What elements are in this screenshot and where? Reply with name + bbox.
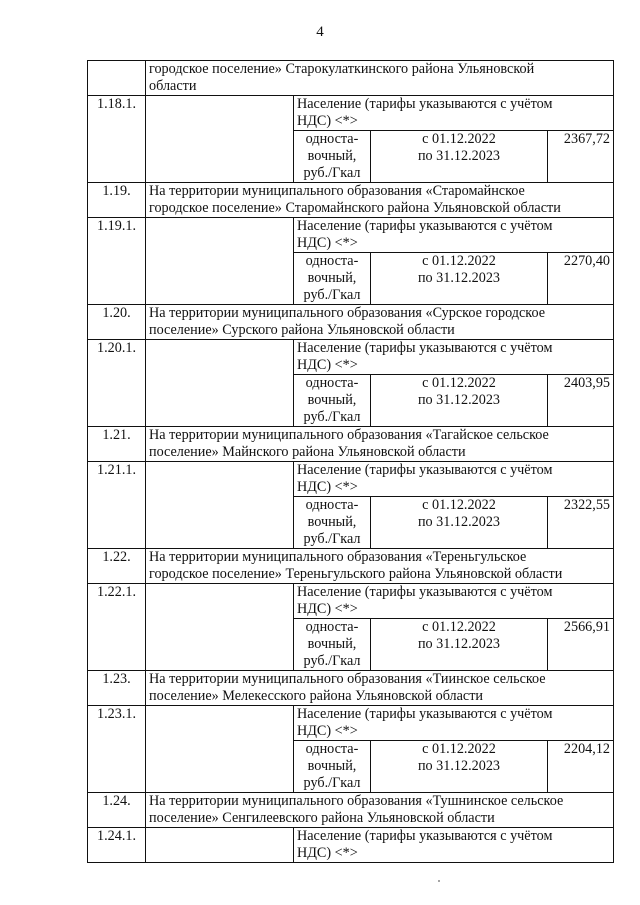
tariff-value: 2204,12: [548, 741, 614, 793]
population-label: [294, 828, 614, 863]
table-row-population: [88, 218, 614, 253]
unit-line: вочный,: [307, 758, 357, 774]
empty-num-cell: [88, 61, 146, 96]
period-line: с 01.12.2022: [422, 253, 496, 269]
area-number: 1.23.: [88, 671, 146, 706]
population-line: НДС) <*>: [297, 601, 358, 617]
sub-number: 1.23.1.: [88, 706, 146, 793]
area-line: поселение» Мелекесского района Ульяновской области: [149, 688, 484, 704]
population-line: НДС) <*>: [297, 357, 358, 373]
area-description: [146, 427, 614, 462]
area-line: городское поселение» Тереньгульского района Ульяновской области: [149, 566, 563, 582]
table-row-area: [88, 183, 614, 218]
area-description: [146, 183, 614, 218]
empty-cell: [146, 706, 294, 793]
tariff-value: 2566,91: [548, 619, 614, 671]
empty-cell: [146, 828, 294, 863]
tariff-value: 2403,95: [548, 375, 614, 427]
unit-line: вочный,: [307, 148, 357, 164]
population-line: Население (тарифы указываются с учётом: [297, 706, 553, 722]
table-row-population: [88, 584, 614, 619]
empty-cell: [146, 96, 294, 183]
population-line: Население (тарифы указываются с учётом: [297, 584, 553, 600]
period-line: с 01.12.2022: [422, 131, 496, 147]
unit-line: вочный,: [307, 270, 357, 286]
unit-line: односта-: [305, 497, 359, 513]
table-row-area: [88, 671, 614, 706]
period-line: с 01.12.2022: [422, 497, 496, 513]
tariff-value: 2367,72: [548, 131, 614, 183]
empty-cell: [146, 218, 294, 305]
unit-cell: [294, 131, 371, 183]
population-line: Население (тарифы указываются с учётом: [297, 218, 553, 234]
unit-line: односта-: [305, 253, 359, 269]
period-line: с 01.12.2022: [422, 375, 496, 391]
population-line: Население (тарифы указываются с учётом: [297, 340, 553, 356]
area-line: городское поселение» Старомайнского района Ульяновской области: [149, 200, 561, 216]
population-label: [294, 706, 614, 741]
sub-number: 1.20.1.: [88, 340, 146, 427]
tariff-table: [87, 60, 614, 863]
unit-cell: [294, 619, 371, 671]
area-line: поселение» Майнского района Ульяновской области: [149, 444, 466, 460]
unit-line: односта-: [305, 375, 359, 391]
population-line: НДС) <*>: [297, 113, 358, 129]
area-line: На территории муниципального образования «Тушнинское сельское: [149, 793, 564, 809]
unit-line: односта-: [305, 619, 359, 635]
population-line: НДС) <*>: [297, 845, 358, 861]
sub-number: 1.24.1.: [88, 828, 146, 863]
population-line: НДС) <*>: [297, 723, 358, 739]
population-label: [294, 96, 614, 131]
page-number: 4: [316, 24, 324, 40]
period-line: с 01.12.2022: [422, 619, 496, 635]
population-line: Население (тарифы указываются с учётом: [297, 96, 553, 112]
tariff-value: 2270,40: [548, 253, 614, 305]
table-row-population: [88, 96, 614, 131]
population-label: [294, 462, 614, 497]
unit-line: односта-: [305, 741, 359, 757]
scan-dot: [438, 880, 440, 882]
unit-cell: [294, 497, 371, 549]
unit-cell: [294, 741, 371, 793]
unit-line: вочный,: [307, 514, 357, 530]
tariff-value: 2322,55: [548, 497, 614, 549]
area-description: [146, 671, 614, 706]
period-cell: [371, 619, 548, 671]
unit-line: руб./Гкал: [303, 165, 361, 181]
area-line: На территории муниципального образования «Тагайское сельское: [149, 427, 549, 443]
unit-line: руб./Гкал: [303, 287, 361, 303]
population-line: НДС) <*>: [297, 479, 358, 495]
table-row-population: [88, 706, 614, 741]
area-number: 1.24.: [88, 793, 146, 828]
table-row-area: [88, 793, 614, 828]
area-description: [146, 305, 614, 340]
area-line: поселение» Сенгилеевского района Ульяновской области: [149, 810, 495, 826]
unit-line: руб./Гкал: [303, 409, 361, 425]
sub-number: 1.18.1.: [88, 96, 146, 183]
sub-number: 1.22.1.: [88, 584, 146, 671]
period-line: по 31.12.2023: [417, 270, 501, 286]
area-description: [146, 793, 614, 828]
sub-number: 1.21.1.: [88, 462, 146, 549]
empty-cell: [146, 340, 294, 427]
period-cell: [371, 375, 548, 427]
table-row-population: [88, 340, 614, 375]
population-label: [294, 218, 614, 253]
area-number: 1.19.: [88, 183, 146, 218]
population-line: НДС) <*>: [297, 235, 358, 251]
population-label: [294, 340, 614, 375]
area-number: 1.21.: [88, 427, 146, 462]
population-line: Население (тарифы указываются с учётом: [297, 828, 553, 844]
unit-line: односта-: [305, 131, 359, 147]
table-row-continuation: [88, 61, 614, 96]
area-line: поселение» Сурского района Ульяновской области: [149, 322, 455, 338]
empty-cell: [146, 584, 294, 671]
sub-number: 1.19.1.: [88, 218, 146, 305]
empty-cell: [146, 462, 294, 549]
period-line: по 31.12.2023: [417, 392, 501, 408]
area-description: [146, 61, 614, 96]
table-row-area: [88, 427, 614, 462]
period-line: по 31.12.2023: [417, 148, 501, 164]
table-row-population: [88, 828, 614, 863]
period-line: с 01.12.2022: [422, 741, 496, 757]
area-number: 1.22.: [88, 549, 146, 584]
period-line: по 31.12.2023: [417, 636, 501, 652]
period-cell: [371, 497, 548, 549]
population-label: [294, 584, 614, 619]
period-cell: [371, 253, 548, 305]
unit-line: руб./Гкал: [303, 531, 361, 547]
table-row-area: [88, 549, 614, 584]
area-line: На территории муниципального образования «Старомайнское: [149, 183, 525, 199]
unit-line: руб./Гкал: [303, 653, 361, 669]
period-line: по 31.12.2023: [417, 514, 501, 530]
unit-cell: [294, 253, 371, 305]
period-cell: [371, 131, 548, 183]
unit-cell: [294, 375, 371, 427]
unit-line: вочный,: [307, 636, 357, 652]
table-row-area: [88, 305, 614, 340]
period-cell: [371, 741, 548, 793]
unit-line: руб./Гкал: [303, 775, 361, 791]
population-line: Население (тарифы указываются с учётом: [297, 462, 553, 478]
area-line: городское поселение» Старокулаткинского района Ульяновской: [149, 61, 535, 77]
unit-line: вочный,: [307, 392, 357, 408]
area-line: области: [149, 78, 197, 94]
area-line: На территории муниципального образования «Тиинское сельское: [149, 671, 546, 687]
area-line: На территории муниципального образования «Тереньгульское: [149, 549, 527, 565]
table-row-population: [88, 462, 614, 497]
area-line: На территории муниципального образования «Сурское городское: [149, 305, 546, 321]
area-description: [146, 549, 614, 584]
area-number: 1.20.: [88, 305, 146, 340]
period-line: по 31.12.2023: [417, 758, 501, 774]
